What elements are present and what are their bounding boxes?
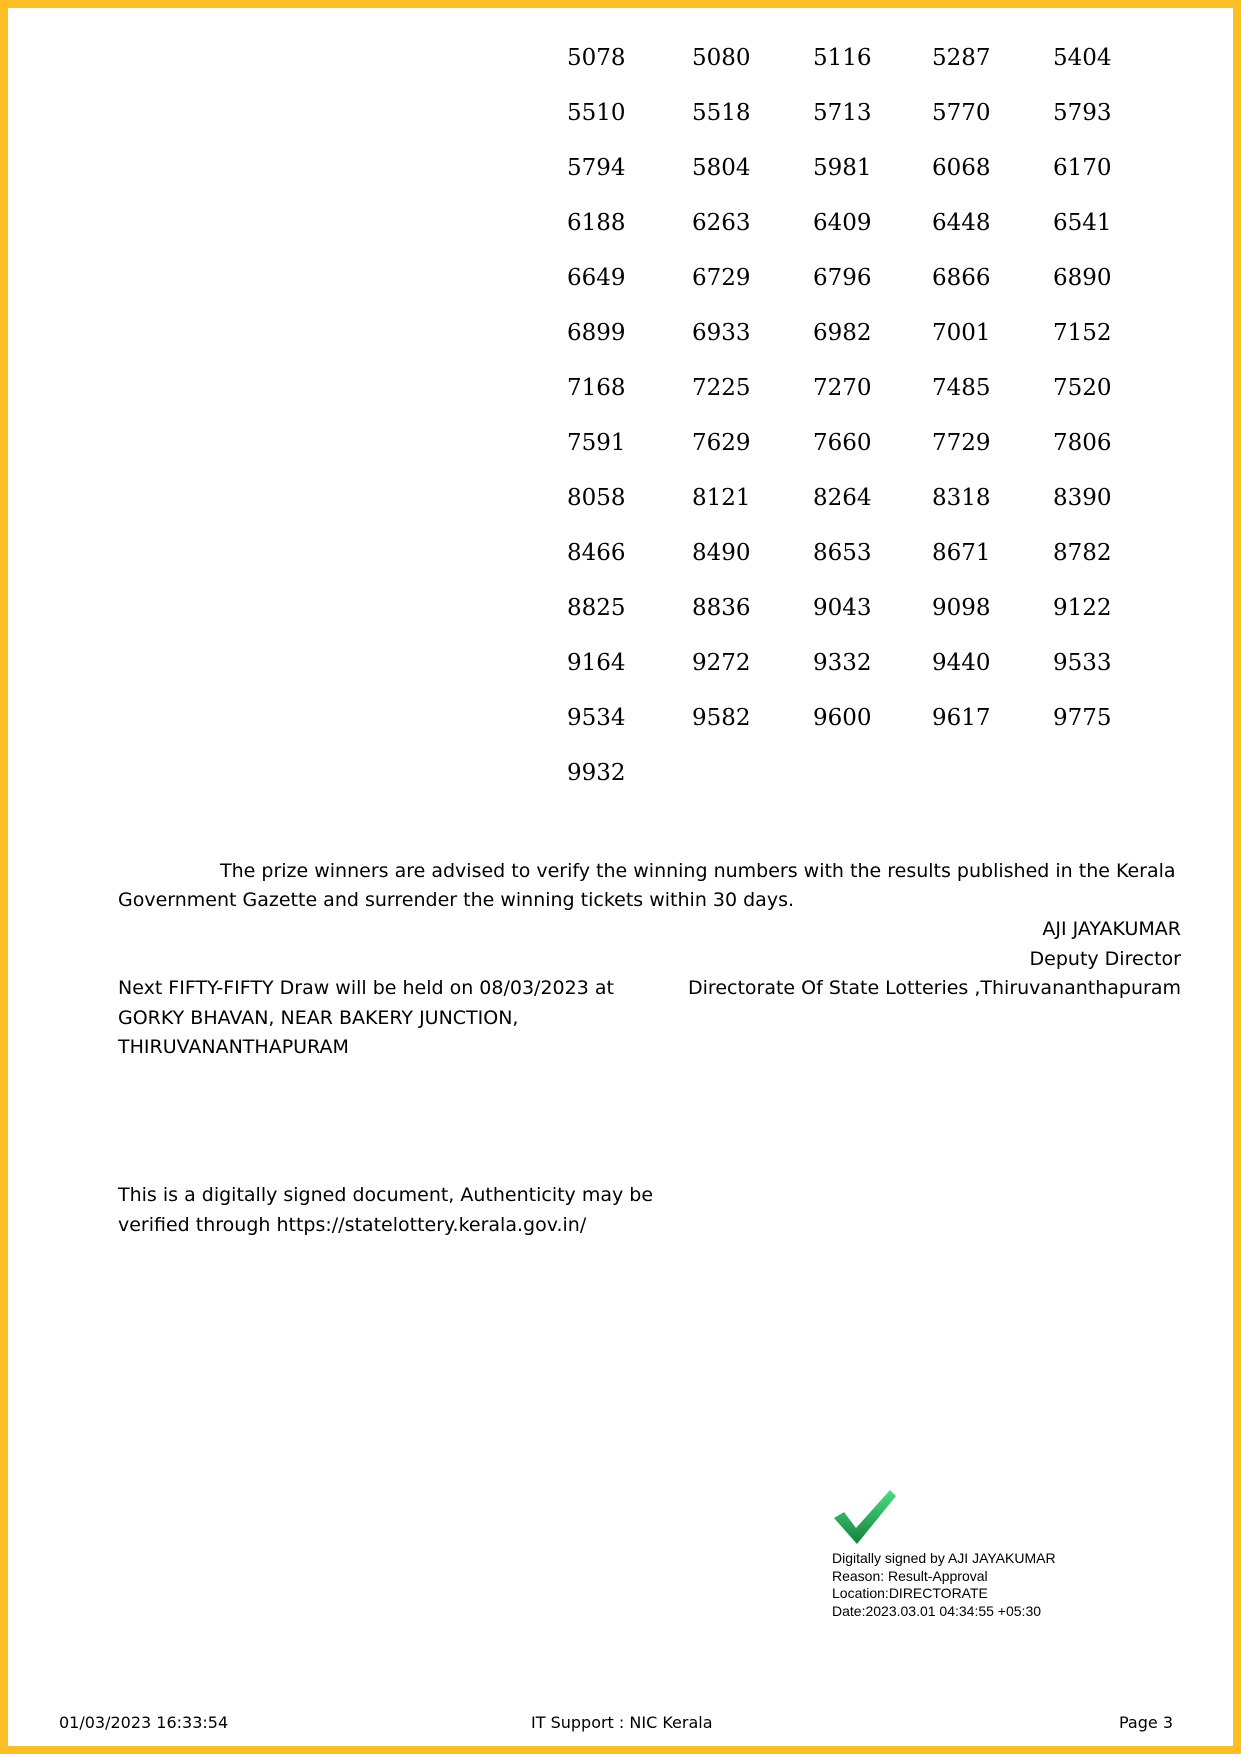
stamp-location: Location:DIRECTORATE: [832, 1585, 988, 1601]
winning-number: 6729: [692, 265, 751, 291]
winning-number: 7591: [567, 430, 626, 456]
winning-number: 7520: [1053, 375, 1112, 401]
winning-number: 9332: [813, 650, 872, 676]
winning-number: 9534: [567, 705, 626, 731]
winning-number: 9617: [932, 705, 991, 731]
winning-number: 5770: [932, 100, 991, 126]
winning-number: 7001: [932, 320, 991, 346]
winning-number: 9600: [813, 705, 872, 731]
winning-number: 8671: [932, 540, 991, 566]
winning-number: 6866: [932, 265, 991, 291]
winning-number: 7729: [932, 430, 991, 456]
signatory-office: Directorate Of State Lotteries ,Thiruvananthapuram: [688, 977, 1181, 999]
winning-number: 8490: [692, 540, 751, 566]
winning-number: 5518: [692, 100, 751, 126]
winning-number: 8836: [692, 595, 751, 621]
footer-timestamp: 01/03/2023 16:33:54: [59, 1713, 229, 1732]
winning-number: 6448: [932, 210, 991, 236]
next-draw-info: [118, 974, 638, 1063]
prize-notice: [118, 857, 1186, 915]
winning-number: 8121: [692, 485, 751, 511]
next-draw-line-1: Next FIFTY-FIFTY Draw will be held on 08/03/2023 at: [118, 977, 614, 999]
winning-number: 9533: [1053, 650, 1112, 676]
winning-number: 7660: [813, 430, 872, 456]
winning-number: 5287: [932, 45, 991, 71]
winning-number: 6188: [567, 210, 626, 236]
signatory-designation: Deputy Director: [1029, 947, 1181, 970]
notice-line-1: The prize winners are advised to verify the winning numbers with the results published in the Kerala: [220, 860, 1176, 882]
winning-number: 7629: [692, 430, 751, 456]
winning-number: 6541: [1053, 210, 1112, 236]
stamp-date: Date:2023.03.01 04:34:55 +05:30: [832, 1602, 1042, 1619]
winning-number: 5510: [567, 100, 626, 126]
winning-number: 8466: [567, 540, 626, 566]
winning-number: 9775: [1053, 705, 1112, 731]
winning-number: 5713: [813, 100, 872, 126]
winning-number: 6890: [1053, 265, 1112, 291]
winning-number: 5080: [692, 45, 751, 71]
winning-number: 6263: [692, 210, 751, 236]
winning-number: 5804: [692, 155, 751, 181]
signatory-name: AJI JAYAKUMAR: [1042, 918, 1181, 940]
winning-number: 8653: [813, 540, 872, 566]
winning-number: 9043: [813, 595, 872, 621]
winning-number: 8058: [567, 485, 626, 511]
winning-number: 8825: [567, 595, 626, 621]
winning-number: 5793: [1053, 100, 1112, 126]
winning-number: 6899: [567, 320, 626, 346]
winning-number: 5116: [813, 45, 872, 71]
winning-number: 8782: [1053, 540, 1112, 566]
winning-number: 5404: [1053, 45, 1112, 71]
winning-number: 7806: [1053, 430, 1112, 456]
winning-number: 9272: [692, 650, 751, 676]
winning-number: 8390: [1053, 485, 1112, 511]
winning-number: 5794: [567, 155, 626, 181]
checkmark-icon: [832, 1488, 898, 1546]
winning-number: 6409: [813, 210, 872, 236]
winning-number: 9440: [932, 650, 991, 676]
footer-support: IT Support : NIC Kerala: [531, 1713, 713, 1732]
winning-number: 9164: [567, 650, 626, 676]
winning-number: 9122: [1053, 595, 1112, 621]
digital-notice-line-1: This is a digitally signed document, Authenticity may be: [118, 1184, 654, 1206]
winning-number: 7152: [1053, 320, 1112, 346]
winning-number: 7270: [813, 375, 872, 401]
next-draw-line-3: THIRUVANANTHAPURAM: [118, 1036, 349, 1058]
stamp-signed-by: Digitally signed by AJI JAYAKUMAR: [832, 1550, 1056, 1566]
winning-number: 6649: [567, 265, 626, 291]
winning-number: 6982: [813, 320, 872, 346]
next-draw-line-2: GORKY BHAVAN, NEAR BAKERY JUNCTION,: [118, 1006, 519, 1029]
digital-signature-stamp: [832, 1488, 1056, 1620]
winning-number: 8318: [932, 485, 991, 511]
winning-number: 9098: [932, 595, 991, 621]
stamp-reason: Reason: Result-Approval: [832, 1567, 988, 1584]
digital-notice-line-2: verified through https://statelottery.kerala.gov.in/: [118, 1213, 587, 1236]
winning-number: 9582: [692, 705, 751, 731]
winning-number: 6068: [932, 155, 991, 181]
winning-number: 7485: [932, 375, 991, 401]
winning-number: 8264: [813, 485, 872, 511]
winning-number: 7168: [567, 375, 626, 401]
signatory-block: [688, 915, 1181, 1004]
winning-number: 6796: [813, 265, 872, 291]
winning-number: 6933: [692, 320, 751, 346]
winning-number: 5981: [813, 155, 872, 181]
winning-number: 7225: [692, 375, 751, 401]
notice-line-2: Government Gazette and surrender the winning tickets within 30 days.: [118, 889, 795, 911]
winning-number: 9932: [567, 760, 626, 786]
digital-signature-notice: [118, 1181, 698, 1240]
winning-number: 5078: [567, 45, 626, 71]
winning-number: 6170: [1053, 155, 1112, 181]
footer-page-number: Page 3: [1119, 1713, 1173, 1732]
